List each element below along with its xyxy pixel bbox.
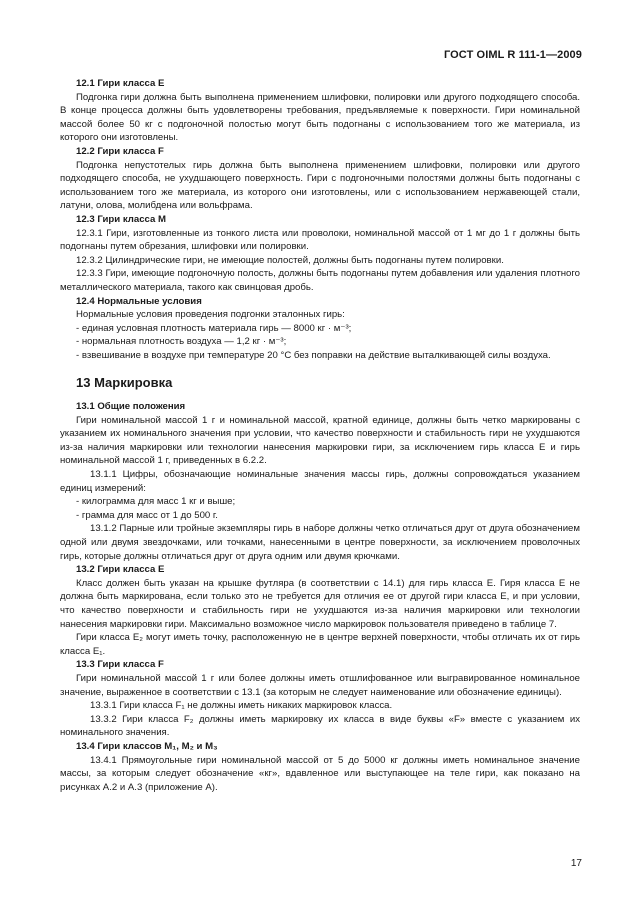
paragraph: 13.4.1 Прямоугольные гири номинальной массой от 5 до 5000 кг должны иметь номинальное значение массы, за которым следует обозначение «кг», вдавленное или выступающее на теле гири, как показано на рисунках A.2 и A.3 (приложение А). <box>60 754 580 793</box>
paragraph: 12.3.3 Гири, имеющие подгоночную полость, должны быть подогнаны путем добавления или удаления плотного металлического материала, такого как свинцовая дробь. <box>60 268 580 293</box>
paragraph: Гири номинальной массой 1 г и номинальной массой, кратной единице, должны быть четко маркированы с указанием их номинального значения при условии, что качество поверхности и стабильность гири не ухудшаются из-за наличия маркировки или технологии нанесения маркировки гири, за исключением гирь класса E и гирь номинальной массой 1 г, приведенных в 6.2.2. <box>60 414 580 467</box>
paragraph: Нормальные условия проведения подгонки эталонных гирь: <box>76 309 345 321</box>
section-heading: 12.2 Гири класса F <box>76 145 164 157</box>
paragraph: Гири номинальной массой 1 г или более должны иметь отшлифованное или выгравированное номинальное значение, выраженное в соответствии с 13.1 (за которым не следует наименование или обозначение единицы). <box>60 672 580 698</box>
paragraph: 13.3.2 Гири класса F₂ должны иметь маркировку их класса в виде буквы «F» вместе с указанием их номинального значения. <box>60 713 580 739</box>
section-heading: 13.3 Гири класса F <box>76 659 164 671</box>
list-item: - взвешивание в воздухе при температуре 20 °C без поправки на действие выталкивающей силы воздуха. <box>76 349 551 361</box>
list-item: - килограмма для масс 1 кг и выше; <box>76 496 236 508</box>
paragraph: 13.1.1 Цифры, обозначающие номинальные значения массы гирь, должны сопровождаться указанием единиц измерений: <box>60 469 580 494</box>
list-item: - нормальная плотность воздуха — 1,2 кг · м⁻³; <box>76 336 287 348</box>
paragraph: 12.3.2 Цилиндрические гири, не имеющие полостей, должны быть подогнаны путем полировки. <box>76 254 504 266</box>
paragraph: 13.1.2 Парные или тройные экземпляры гирь в наборе должны четко отличаться друг от друга обозначением одной или двумя звездочками, или точками, нанесенными в центре поверхности, за исключением проволочных гирь, которые должны отличаться друг от друга одним или двумя крючками. <box>60 523 580 562</box>
chapter-heading: 13 Маркировка <box>76 375 173 391</box>
list-item: - грамма для масс от 1 до 500 г. <box>76 509 218 521</box>
section-heading: 13.4 Гири классов M₁, M₂ и M₃ <box>76 740 218 752</box>
section-heading: 13.1 Общие положения <box>76 401 186 413</box>
list-item: - единая условная плотность материала гирь — 8000 кг · м⁻³; <box>76 322 352 334</box>
paragraph: 12.3.1 Гири, изготовленные из тонкого листа или проволоки, номинальной массой от 1 мг до 1 г должны быть подогнаны путем обрезания, шлифовки или полировки. <box>60 227 580 253</box>
section-heading: 12.1 Гири класса E <box>76 78 165 89</box>
section-heading: 13.2 Гири класса E <box>76 564 165 576</box>
paragraph: Подгонка непустотелых гирь должна быть выполнена применением шлифовки, полировки или другого подходящего способа, не ухудшающего поверхность. Гири с подгоночными полостями должны быть подогнаны с использованием того же материала, из которого они изготовлены, или с использованием нержавеющей стали, латуни, олова, молибдена или вольфрама. <box>60 159 580 212</box>
standard-code-header: ГОСТ OIML R 111-1—2009 <box>443 49 582 61</box>
paragraph: Подгонка гири должна быть выполнена применением шлифовки, полировки или другого подходящего способа. В конце процесса должны быть удовлетворены требования, предъявляемые к поверхности. Гири номинальной массой более 50 кг с подгоночной полостью могут быть подогнаны с использованием того же материала, из которого они изготовлены. <box>60 91 580 144</box>
paragraph: 13.3.1 Гири класса F₁ не должны иметь никаких маркировок класса. <box>90 700 393 712</box>
section-heading: 12.4 Нормальные условия <box>76 295 202 307</box>
paragraph: Класс должен быть указан на крышке футляра (в соответствии с 14.1) для гирь класса E. Гиря класса E не должна быть маркирована, если только это не требуется для отличия ее от другой гири класса E, и при условии, что качество поверхности и стабильность гири не ухудшаются из-за наличия маркировки или технологии нанесения маркировки гири. Максимально возможное число маркировок пользователя приведено в таблице 7. <box>60 577 580 630</box>
page-content <box>60 77 580 794</box>
paragraph: Гири класса E₂ могут иметь точку, расположенную не в центре верхней поверхности, чтобы отличать их от гирь класса E₁. <box>60 632 580 657</box>
page-number: 17 <box>570 858 582 869</box>
section-heading: 12.3 Гири класса M <box>76 213 166 225</box>
